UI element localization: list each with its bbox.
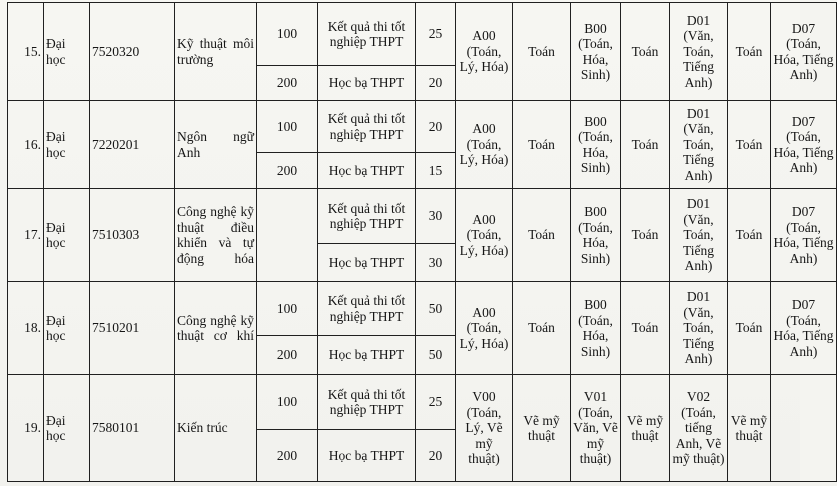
major-code: 7220201 xyxy=(90,101,175,189)
subject-combination: V02 (Toán, tiếng Anh, Vẽ mỹ thuật) xyxy=(670,375,728,482)
table-row xyxy=(8,3,837,66)
admission-method: Kết quả thi tốt nghiệp THPT xyxy=(318,282,416,336)
main-subject: Vẽ mỹ thuật xyxy=(513,375,571,482)
admission-method: Kết quả thi tốt nghiệp THPT xyxy=(318,3,416,66)
method-quota: 15 xyxy=(416,153,456,189)
main-subject: Toán xyxy=(728,3,771,101)
subject-combination: D01 (Văn, Toán, Tiếng Anh) xyxy=(670,3,728,101)
major-code: 7510303 xyxy=(90,189,175,282)
admission-method: Kết quả thi tốt nghiệp THPT xyxy=(318,375,416,430)
main-subject: Toán xyxy=(728,189,771,282)
training-level: Đại học xyxy=(44,101,90,189)
subject-combination: A00 (Toán, Lý, Hóa) xyxy=(456,282,513,375)
method-quota: 50 xyxy=(416,336,456,375)
table-row xyxy=(8,101,837,153)
major-name: Kiến trúc xyxy=(175,375,257,482)
method-quota: 20 xyxy=(416,66,456,101)
subject-combination: V00 (Toán, Lý, Vẽ mỹ thuật) xyxy=(456,375,513,482)
main-subject: Toán xyxy=(621,189,670,282)
admission-method: Học bạ THPT xyxy=(318,153,416,189)
main-subject: Toán xyxy=(513,3,571,101)
major-name: Ngôn ngữ Anh xyxy=(175,101,257,189)
table-row xyxy=(8,282,837,336)
subject-combination: A00 (Toán, Lý, Hóa) xyxy=(456,3,513,101)
quota: 100 xyxy=(257,3,318,66)
subject-combination: A00 (Toán, Lý, Hóa) xyxy=(456,101,513,189)
method-quota: 20 xyxy=(416,430,456,482)
method-quota: 25 xyxy=(416,3,456,66)
main-subject: Toán xyxy=(621,3,670,101)
method-quota: 30 xyxy=(416,189,456,244)
admission-method: Học bạ THPT xyxy=(318,66,416,101)
quota: 200 xyxy=(257,430,318,482)
method-quota: 25 xyxy=(416,375,456,430)
major-name: Kỹ thuật môi trường xyxy=(175,3,257,101)
quota: 200 xyxy=(257,153,318,189)
main-subject: Toán xyxy=(513,282,571,375)
subject-combination: D07 (Toán, Hóa, Tiếng Anh) xyxy=(771,282,837,375)
subject-combination: A00 (Toán, Lý, Hóa) xyxy=(456,189,513,282)
main-subject: Toán xyxy=(621,282,670,375)
subject-combination: D07 (Toán, Hóa, Tiếng Anh) xyxy=(771,3,837,101)
subject-combination: B00 (Toán, Hóa, Sinh) xyxy=(571,101,621,189)
training-level: Đại học xyxy=(44,282,90,375)
main-subject: Vẽ mỹ thuật xyxy=(621,375,670,482)
row-number: 15. xyxy=(8,3,44,101)
admission-quota-table xyxy=(7,2,837,482)
quota xyxy=(257,189,318,282)
main-subject: Toán xyxy=(728,101,771,189)
training-level: Đại học xyxy=(44,3,90,101)
main-subject: Vẽ mỹ thuật xyxy=(728,375,771,482)
admission-method: Học bạ THPT xyxy=(318,244,416,282)
quota: 100 xyxy=(257,375,318,430)
subject-combination: D01 (Văn, Toán, Tiếng Anh) xyxy=(670,101,728,189)
major-name: Công nghệ kỹ thuật cơ khí xyxy=(175,282,257,375)
method-quota: 50 xyxy=(416,282,456,336)
main-subject: Toán xyxy=(621,101,670,189)
admission-method: Kết quả thi tốt nghiệp THPT xyxy=(318,189,416,244)
row-number: 19. xyxy=(8,375,44,482)
subject-combination: D01 (Văn, Toán, Tiếng Anh) xyxy=(670,282,728,375)
training-level: Đại học xyxy=(44,375,90,482)
major-code: 7580101 xyxy=(90,375,175,482)
row-number: 18. xyxy=(8,282,44,375)
method-quota: 30 xyxy=(416,244,456,282)
subject-combination: B00 (Toán, Hóa, Sinh) xyxy=(571,282,621,375)
method-quota: 20 xyxy=(416,101,456,153)
main-subject: Toán xyxy=(513,189,571,282)
quota: 200 xyxy=(257,66,318,101)
table-row xyxy=(8,375,837,430)
main-subject: Toán xyxy=(728,282,771,375)
subject-combination xyxy=(771,375,837,482)
subject-combination: D07 (Toán, Hóa, Tiếng Anh) xyxy=(771,189,837,282)
major-name: Công nghệ kỹ thuật điều khiển và tự động hóa xyxy=(175,189,257,282)
subject-combination: B00 (Toán, Hóa, Sinh) xyxy=(571,189,621,282)
admission-method: Học bạ THPT xyxy=(318,336,416,375)
quota: 100 xyxy=(257,282,318,336)
subject-combination: V01 (Toán, Văn, Vẽ mỹ thuật) xyxy=(571,375,621,482)
major-code: 7510201 xyxy=(90,282,175,375)
admission-method: Kết quả thi tốt nghiệp THPT xyxy=(318,101,416,153)
subject-combination: D07 (Toán, Hóa, Tiếng Anh) xyxy=(771,101,837,189)
row-number: 16. xyxy=(8,101,44,189)
quota: 100 xyxy=(257,101,318,153)
major-code: 7520320 xyxy=(90,3,175,101)
row-number: 17. xyxy=(8,189,44,282)
subject-combination: D01 (Văn, Toán, Tiếng Anh) xyxy=(670,189,728,282)
table-row xyxy=(8,189,837,244)
quota: 200 xyxy=(257,336,318,375)
subject-combination: B00 (Toán, Hóa, Sinh) xyxy=(571,3,621,101)
main-subject: Toán xyxy=(513,101,571,189)
admission-method: Học bạ THPT xyxy=(318,430,416,482)
training-level: Đại học xyxy=(44,189,90,282)
